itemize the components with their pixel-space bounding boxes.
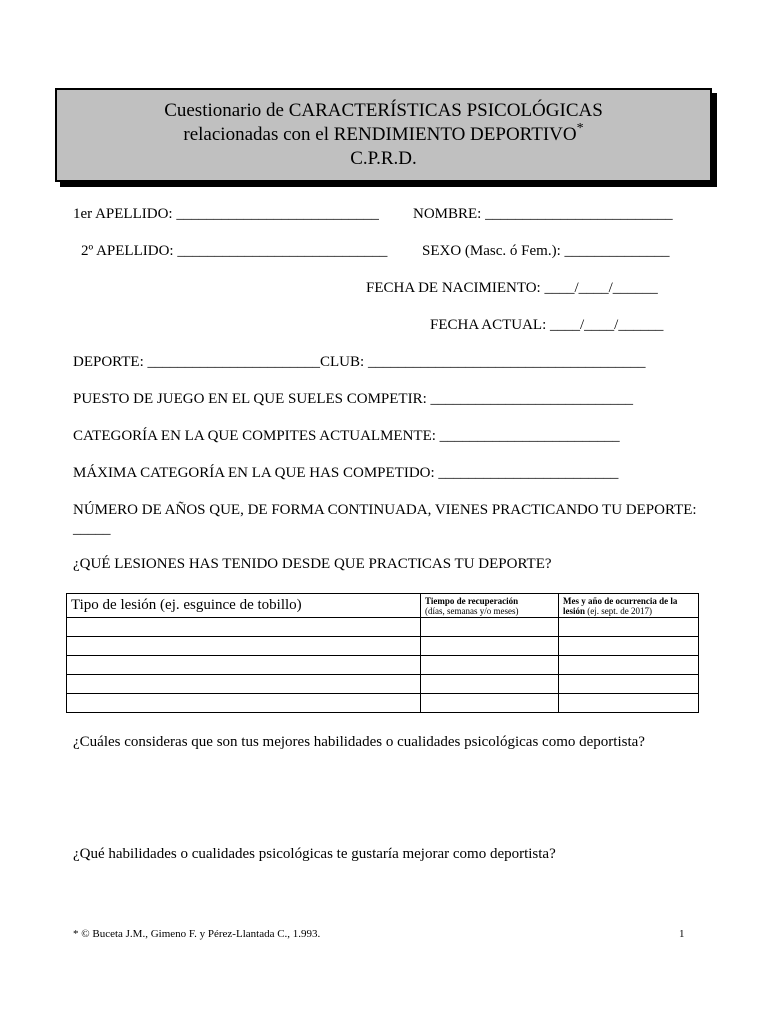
header-mes-bold: Mes y año de ocurrencia de la lesión — [563, 595, 678, 616]
mejores-habilidades-question: ¿Cuáles consideras que son tus mejores habilidades o cualidades psicológicas como deportista? — [73, 734, 645, 750]
table-cell[interactable] — [559, 637, 699, 656]
table-cell[interactable] — [559, 656, 699, 675]
table-row — [67, 618, 699, 637]
lesiones-question: ¿QUÉ LESIONES HAS TENIDO DESDE QUE PRACTICAS TU DEPORTE? — [73, 556, 552, 572]
categoria-field[interactable]: CATEGORÍA EN LA QUE COMPITES ACTUALMENTE: ________________________ — [73, 428, 620, 444]
header-mes-ano — [559, 594, 699, 618]
table-cell[interactable] — [67, 675, 421, 694]
mejorar-habilidades-question: ¿Qué habilidades o cualidades psicológicas te gustaría mejorar como deportista? — [73, 846, 556, 862]
table-row — [67, 675, 699, 694]
title-box-inner — [55, 88, 712, 182]
header-mes-sub: (ej. sept. de 2017) — [587, 605, 652, 616]
nombre-field[interactable]: NOMBRE: _________________________ — [413, 206, 673, 222]
table-cell[interactable] — [67, 694, 421, 713]
title-line-2 — [183, 123, 583, 147]
table-header-row — [67, 594, 699, 618]
page-number: 1 — [679, 928, 685, 940]
title-box — [55, 88, 715, 188]
header-tiempo-bold: Tiempo de recuperación — [425, 595, 519, 606]
apellido1-field[interactable]: 1er APELLIDO: ___________________________ — [73, 206, 379, 222]
table-cell[interactable] — [559, 694, 699, 713]
table-cell[interactable] — [421, 675, 559, 694]
header-tipo-lesion: Tipo de lesión (ej. esguince de tobillo) — [67, 594, 421, 618]
header-tiempo-recuperacion — [421, 594, 559, 618]
table-row — [67, 637, 699, 656]
title-line-2-text: relacionadas con el RENDIMIENTO DEPORTIVO — [183, 124, 577, 145]
table-cell[interactable] — [559, 675, 699, 694]
title-asterisk: * — [576, 121, 584, 136]
puesto-field[interactable]: PUESTO DE JUEGO EN EL QUE SUELES COMPETIR: ___________________________ — [73, 391, 634, 407]
header-tiempo-sub: (días, semanas y/o meses) — [425, 605, 519, 616]
table-cell[interactable] — [67, 618, 421, 637]
table-row — [67, 656, 699, 675]
title-line-1: Cuestionario de CARACTERÍSTICAS PSICOLÓGICAS — [164, 100, 603, 121]
anos-practica-field[interactable]: NÚMERO DE AÑOS QUE, DE FORMA CONTINUADA, VIENES PRACTICANDO TU DEPORTE: _____ — [73, 502, 697, 537]
fecha-nacimiento-field[interactable]: FECHA DE NACIMIENTO: ____/____/______ — [366, 280, 658, 296]
table-cell[interactable] — [421, 694, 559, 713]
maxima-categoria-field[interactable]: MÁXIMA CATEGORÍA EN LA QUE HAS COMPETIDO: ________________________ — [73, 465, 619, 481]
sexo-field[interactable]: SEXO (Masc. ó Fem.): ______________ — [422, 243, 670, 259]
title-line-3: C.P.R.D. — [350, 148, 417, 169]
table-cell[interactable] — [559, 618, 699, 637]
table-cell[interactable] — [421, 618, 559, 637]
footer-citation: * © Buceta J.M., Gimeno F. y Pérez-Llantada C., 1.993. — [73, 928, 321, 940]
fecha-actual-field[interactable]: FECHA ACTUAL: ____/____/______ — [430, 317, 664, 333]
deporte-club-field[interactable]: DEPORTE: _______________________CLUB: _____________________________________ — [73, 354, 646, 370]
lesiones-table — [66, 593, 699, 713]
apellido2-field[interactable]: 2º APELLIDO: ____________________________ — [81, 243, 388, 259]
table-cell[interactable] — [67, 637, 421, 656]
table-cell[interactable] — [421, 637, 559, 656]
table-cell[interactable] — [421, 656, 559, 675]
table-row — [67, 694, 699, 713]
table-cell[interactable] — [67, 656, 421, 675]
